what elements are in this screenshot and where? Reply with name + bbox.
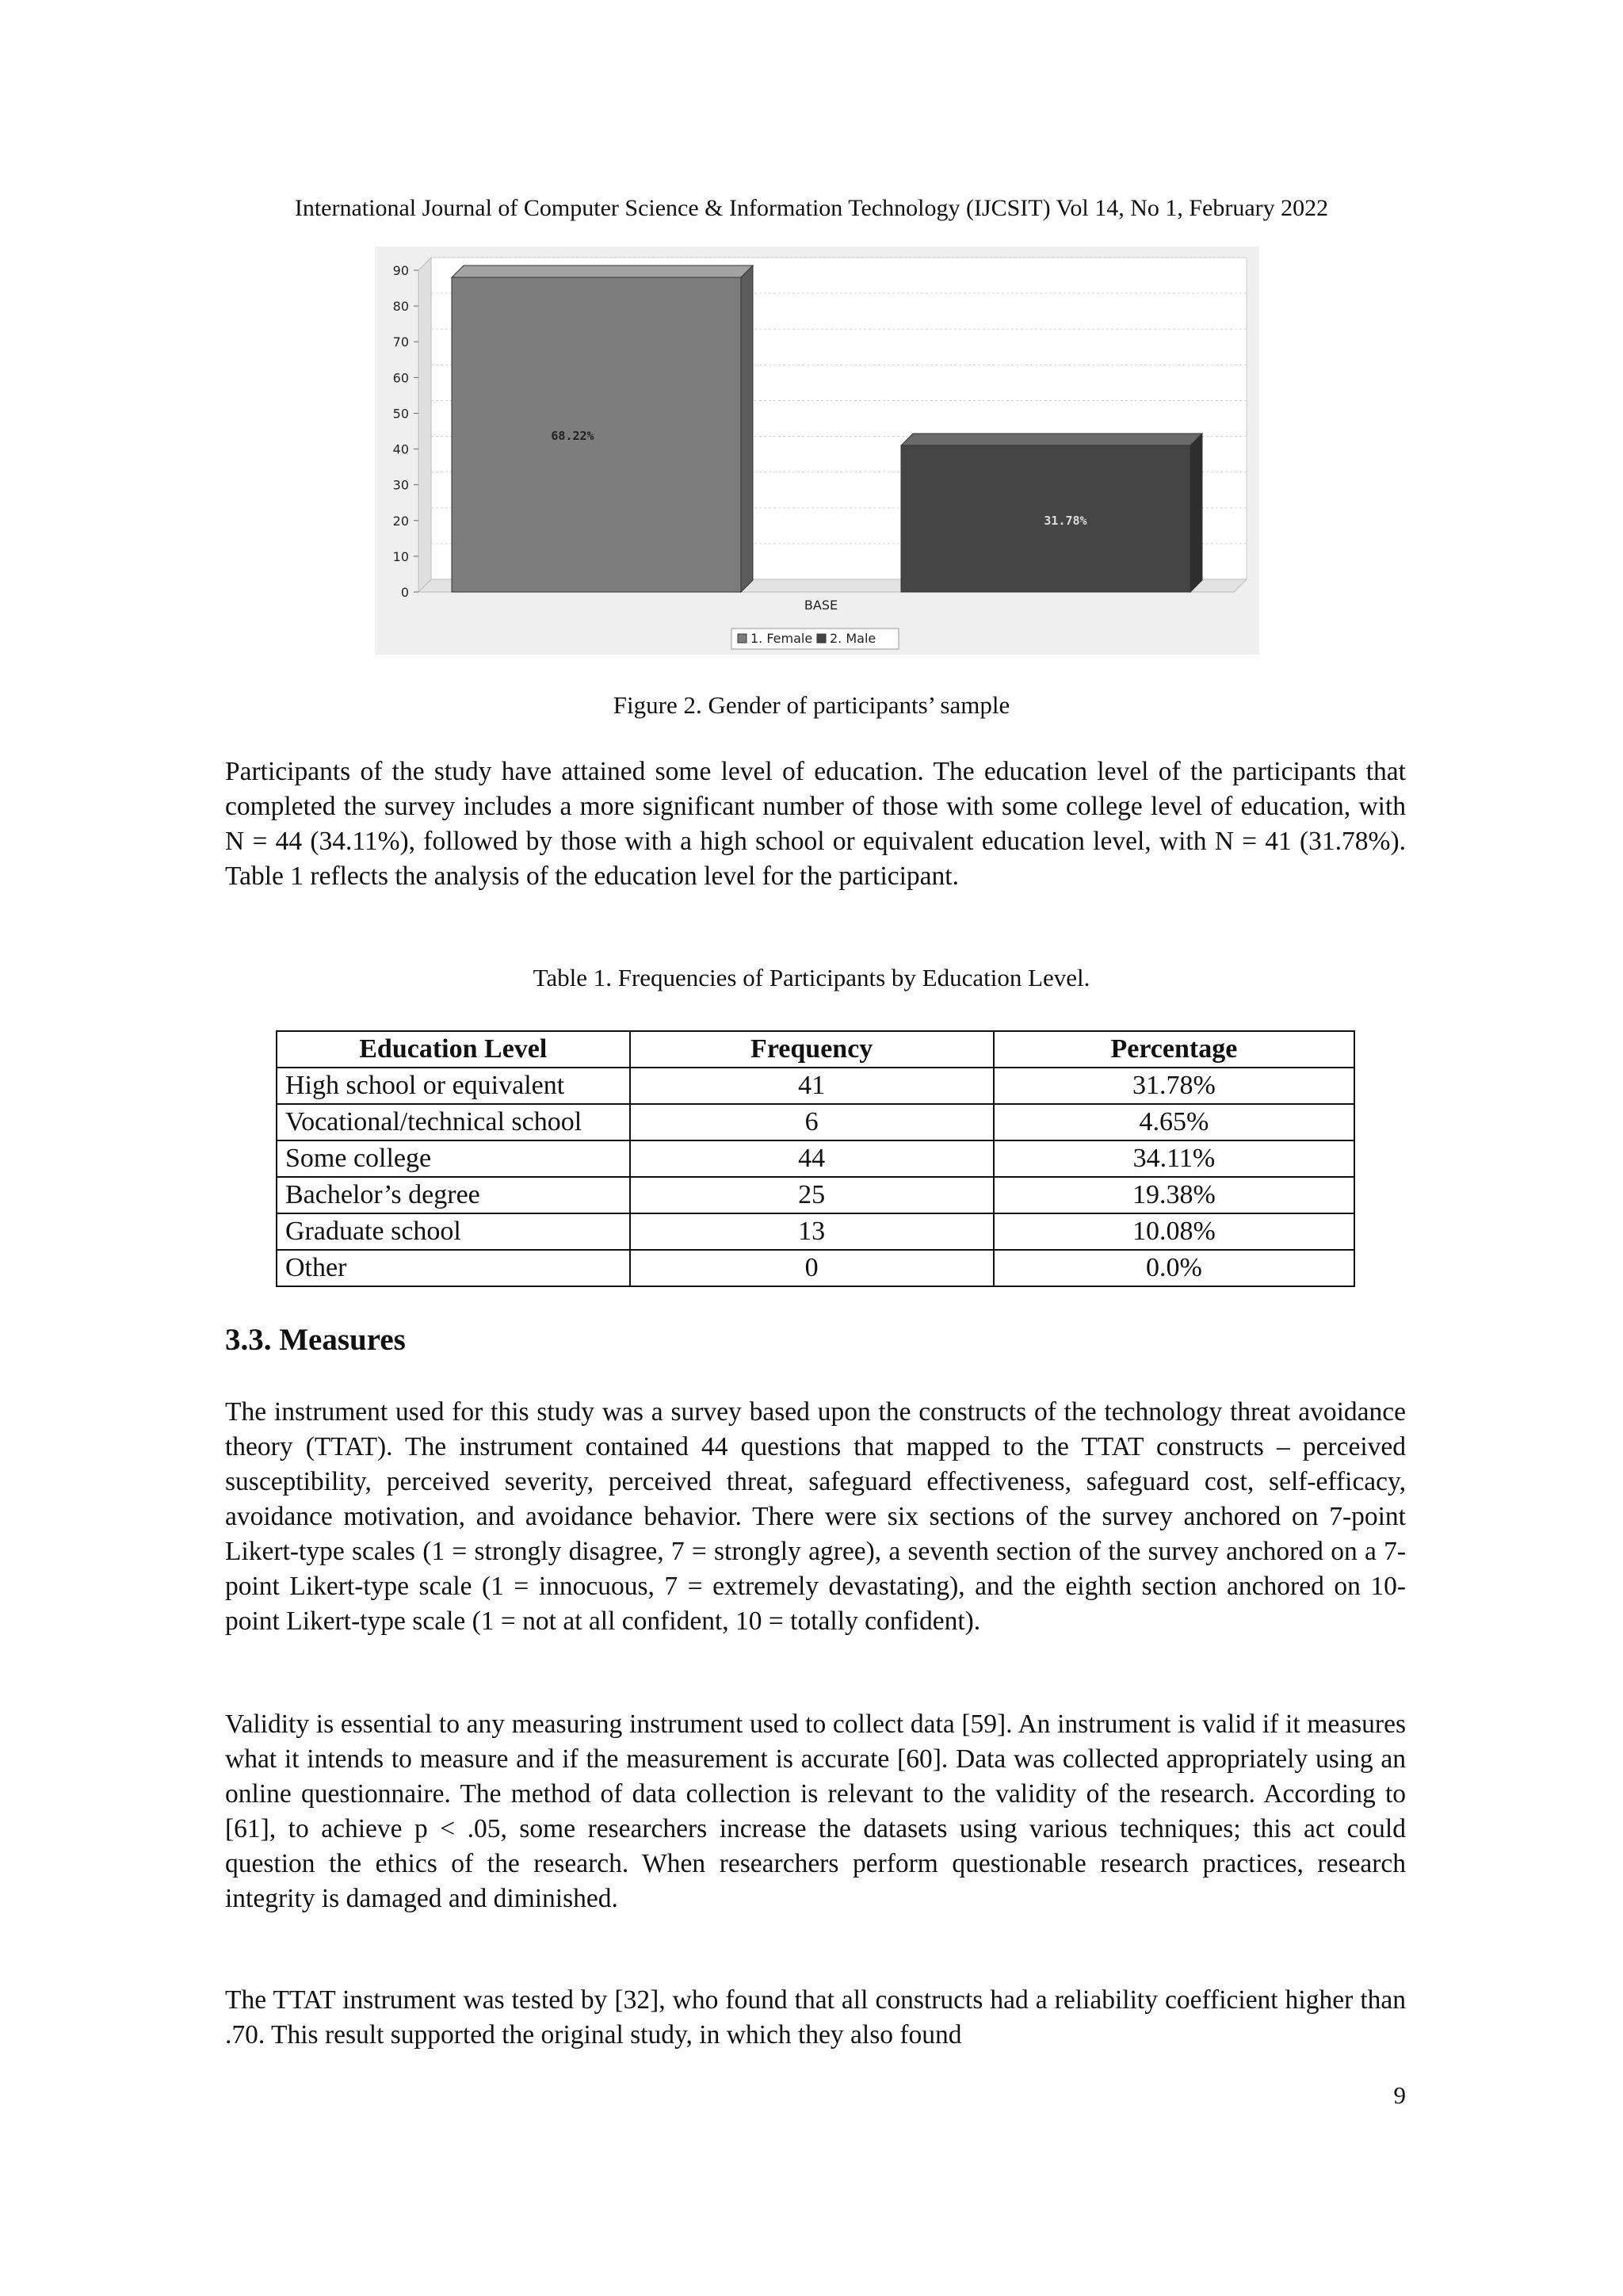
y-tick-label: 70 (392, 334, 409, 350)
paragraph-education: Participants of the study have attained some level of education. The education level of the participants that completed the survey includes a more significant number of those with some college level of education, with N = 44 (34.11%), followed by those with a high school or equivalent education level, with N = 41 (31.78%). Table 1 reflects the analysis of the education level for the participant. (225, 757, 1406, 891)
cell-frequency: 0 (630, 1250, 994, 1286)
table-row (277, 1213, 1354, 1250)
cell-level: Bachelor’s degree (277, 1177, 630, 1213)
bar-side (741, 266, 753, 592)
figure-caption: Figure 2. Gender of participants’ sample (613, 691, 1010, 719)
table-row (277, 1177, 1354, 1213)
cell-frequency: 13 (630, 1213, 994, 1250)
y-tick-label: 80 (392, 299, 409, 315)
table-caption: Table 1. Frequencies of Participants by Education Level. (533, 964, 1090, 991)
education-table (276, 1030, 1355, 1287)
cell-level: Other (277, 1250, 630, 1286)
cell-percentage: 4.65% (994, 1104, 1354, 1140)
gender-bar-chart (375, 246, 1259, 655)
header-education-level: Education Level (277, 1031, 630, 1068)
cell-level: Vocational/technical school (277, 1104, 630, 1140)
section-heading: 3.3. Measures (225, 1323, 406, 1357)
chart-legend (731, 628, 899, 649)
y-tick-label: 30 (392, 477, 409, 493)
cell-level: Some college (277, 1140, 630, 1177)
y-tick-label: 10 (392, 548, 409, 564)
cell-frequency: 44 (630, 1140, 994, 1177)
table-row (277, 1068, 1354, 1104)
table-row (277, 1250, 1354, 1286)
bar-top (452, 266, 753, 277)
header-frequency: Frequency (630, 1031, 994, 1068)
page-number: 9 (1393, 2081, 1406, 2109)
paragraph-ttat: The TTAT instrument was tested by [32], who found that all constructs had a reliability coefficient higher than .70. This result supported the original study, in which they also found (225, 1985, 1406, 2050)
cell-percentage: 10.08% (994, 1213, 1354, 1250)
bar-top (901, 434, 1202, 445)
table-row (277, 1140, 1354, 1177)
cell-percentage: 34.11% (994, 1140, 1354, 1177)
bar-data-label: 31.78% (1044, 514, 1087, 529)
header-percentage: Percentage (994, 1031, 1354, 1068)
y-tick-label: 90 (392, 263, 409, 278)
table-row (277, 1104, 1354, 1140)
cell-percentage: 0.0% (994, 1250, 1354, 1286)
cell-frequency: 6 (630, 1104, 994, 1140)
plot-side-wall (418, 258, 431, 592)
legend-swatch (817, 634, 826, 643)
bar-data-label: 68.22% (551, 429, 594, 444)
y-tick-label: 0 (400, 585, 409, 600)
cell-level: High school or equivalent (277, 1068, 630, 1104)
cell-frequency: 25 (630, 1177, 994, 1213)
cell-percentage: 19.38% (994, 1177, 1354, 1213)
cell-frequency: 41 (630, 1068, 994, 1104)
bar-female (452, 277, 741, 592)
cell-level: Graduate school (277, 1213, 630, 1250)
y-tick-label: 40 (392, 441, 409, 457)
table-header-row (277, 1031, 1354, 1068)
paragraph-instrument: The instrument used for this study was a survey based upon the constructs of the technology threat avoidance theory (TTAT). The instrument contained 44 questions that mapped to the TTAT constructs – perceived susceptibility, perceived severity, perceived threat, safeguard effectiveness, safeguard cost, self-efficacy, avoidance motivation, and avoidance behavior. There were six sections of the survey anchored on 7-point Likert-type scales (1 = strongly disagree, 7 = strongly agree), a seventh section of the survey anchored on a 7-point Likert-type scale (1 = innocuous, 7 = extremely devastating), and the eighth section anchored on 10-point Likert-type scale (1 = not at all confident, 10 = totally confident). (225, 1397, 1406, 1636)
x-axis-label: BASE (804, 598, 838, 613)
bar-side (1190, 434, 1202, 592)
y-tick-label: 50 (392, 406, 409, 422)
journal-header: International Journal of Computer Science & Information Technology (IJCSIT) Vol 14, No 1, February 2022 (294, 195, 1329, 221)
cell-percentage: 31.78% (994, 1068, 1354, 1104)
y-tick-label: 60 (392, 370, 409, 386)
y-tick-label: 20 (392, 513, 409, 529)
legend-swatch (738, 634, 747, 643)
paragraph-validity: Validity is essential to any measuring instrument used to collect data [59]. An instrument is valid if it measures what it intends to measure and if the measurement is accurate [60]. Data was collected appropriately using an online questionnaire. The method of data collection is relevant to the validity of the research. According to [61], to achieve p < .05, some researchers increase the datasets using various techniques; this act could question the ethics of the research. When researchers perform questionable research practices, research integrity is damaged and diminished. (225, 1710, 1406, 1913)
legend-label: 1. Female (750, 631, 813, 646)
legend-label: 2. Male (830, 631, 876, 646)
